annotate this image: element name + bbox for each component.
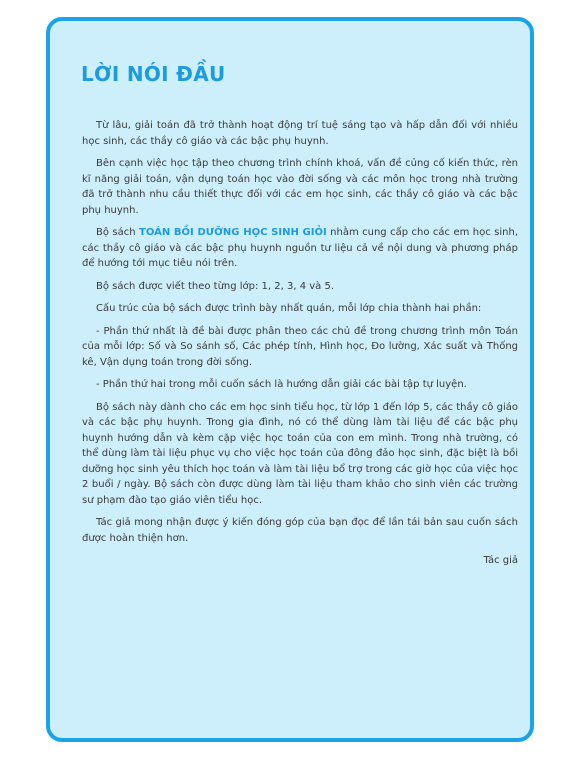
paragraph-part-two: - Phần thứ hai trong mỗi cuốn sách là hướng dẫn giải các bài tập tự luyện. <box>96 379 467 390</box>
paragraph-text: nhằm cung cấp cho các em học sinh, các thầy cô giáo và các bậc phụ huynh nguồn tư liệu cả về nội dung và phương pháp để hướng tới mục tiêu nói trên. <box>82 227 518 269</box>
paragraph-closing: Tác giả mong nhận được ý kiến đóng góp của bạn đọc để lần tái bản sau cuốn sách được hoàn thiện hơn. <box>82 517 518 544</box>
paragraph-grades: Bộ sách được viết theo từng lớp: 1, 2, 3, 4 và 5. <box>96 280 335 292</box>
paragraph-intro: Từ lâu, giải toán đã trở thành hoạt động trí tuệ sáng tạo và hấp dẫn đối với nhiều học sinh, các thầy cô giáo và các bậc phụ huynh. <box>82 120 518 147</box>
paragraph-series-purpose <box>82 225 518 272</box>
paragraph-structure: Cấu trúc của bộ sách được trình bày nhất quán, mỗi lớp chia thành hai phần: <box>96 303 482 314</box>
page-title: LỜI NÓI ĐẦU <box>81 62 226 86</box>
paragraph-text: Bộ sách <box>96 227 140 238</box>
paragraph-audience: Bộ sách này dành cho các em học sinh tiểu học, từ lớp 1 đến lớp 5, các thầy cô giáo và các bậc phụ huynh. Trong gia đình, nó có thể dùng làm tài liệu để các bậc phụ huynh hướng dẫn và kèm cặp việc học toán của con em mình. Trong nhà trường, có thể dùng làm tài liệu phục vụ cho việc học toán của đông đảo học sinh, đặc biệt là bồi dưỡng học sinh yêu thích học toán và làm tài liệu bổ trợ trong các giờ học của việc học 2 buổi / ngày. Bộ sách còn được dùng làm tài liệu tham khảo cho sinh viên các trường sư phạm đào tạo giáo viên tiểu học. <box>82 401 518 506</box>
series-title-highlight: TOÁN BỒI DƯỠNG HỌC SINH GIỎI <box>139 227 327 238</box>
author-signature: Tác giả <box>483 555 518 566</box>
paragraph-context: Bên cạnh việc học tập theo chương trình chính khoá, vấn đề củng cố kiến thức, rèn kĩ năng giải toán, vận dụng toán học vào đời sống và các môn học trong nhà trường đã trở thành nhu cầu thiết thực đối với các em học sinh, các thầy cô giáo và các bậc phụ huynh. <box>82 158 518 216</box>
paragraph-part-one: - Phần thứ nhất là đề bài được phân theo các chủ đề trong chương trình môn Toán của mỗi lớp: Số và So sánh số, Các phép tính, Hình học, Đo lường, Xác suất và Thống kê, Vận dụng toán trong đời sống. <box>82 325 518 368</box>
preface-body <box>82 118 518 576</box>
